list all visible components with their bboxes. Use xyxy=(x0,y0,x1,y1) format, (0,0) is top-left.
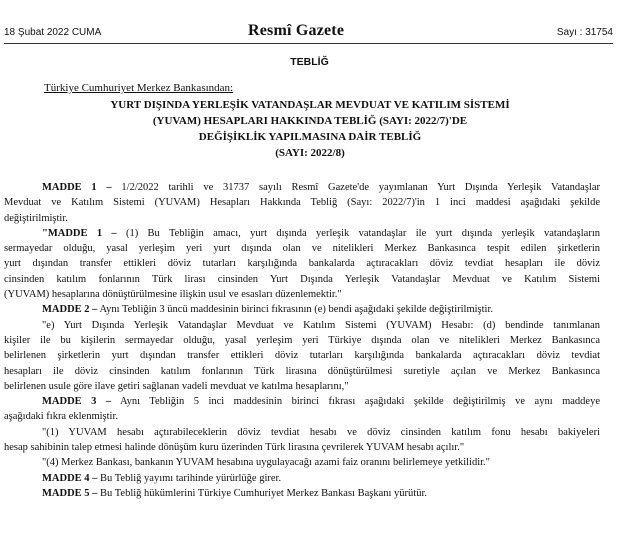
heading-line: (SAYI: 2022/8) xyxy=(275,147,345,159)
article-label: MADDE 5 – xyxy=(42,487,98,499)
document-heading xyxy=(60,97,560,161)
line-text: belirlenen şirketlerin yurt dışından transfer ettikleri döviz tutarları karşılığında bankalarda açtıracakları döviz tevdiat xyxy=(4,350,600,362)
line-text: Aynı Tebliğin 3 üncü maddesinin birinci fıkrasının (e) bendi aşağıdaki şekilde değiştirilmiştir. xyxy=(97,304,494,316)
line-text: (1) Bu Tebliğin amacı, yurt dışında yerleşik vatandaşlar ile yurt dışında yerleşik vatandaşların xyxy=(116,227,600,239)
line-text: "(1) YUVAM hesabı açtırabileceklerin döviz tevdiat hesabı ve döviz cinsinden katılım fonu hesabı bakiyeleri xyxy=(42,426,600,438)
body-line xyxy=(4,348,600,363)
heading-line: YURT DIŞINDA YERLEŞİK VATANDAŞLAR MEVDUAT VE KATILIM SİSTEMİ xyxy=(110,99,510,111)
issuer: Türkiye Cumhuriyet Merkez Bankasından: xyxy=(44,82,234,94)
article-label: MADDE 1 – xyxy=(42,182,112,193)
body-line xyxy=(4,256,600,271)
line-text: sermayedar olduğu, yasal yerleşim yeri yurt dışında olan ve nitelikleri Merkez Bankasınca tespit edilen şirketlerin xyxy=(4,243,600,255)
body-line xyxy=(4,425,600,440)
body-line xyxy=(4,302,600,317)
article-label: MADDE 4 – xyxy=(42,472,98,484)
gazette-header xyxy=(0,0,619,42)
body-line xyxy=(4,394,600,409)
body-line xyxy=(4,287,600,302)
line-text: cinsinden katılım fonlarının Türk lirası cinsinden Yurt Dışında Yerleşik Vatandaşlar Mevduat ve Katılım Sistemi xyxy=(4,273,600,285)
heading-line: (YUVAM) HESAPLARI HAKKINDA TEBLİĞ (SAYI: 2022/7)'DE xyxy=(152,115,468,127)
line-text: hesapları ile döviz cinsinden katılım fonlarının Türk lirasına dönüştürülmesi suretiyle açılan ve Merkez Bankasınca xyxy=(4,365,600,377)
body-line xyxy=(4,486,600,501)
body-line xyxy=(4,364,600,379)
line-text: hesap sahibinin talep etmesi halinde dönüşüm kuru üzerinden Türk lirasına çevrilerek YUVAM hesabı açılır." xyxy=(4,442,465,454)
body-line xyxy=(4,333,600,348)
line-text: Bu Tebliğ hükümlerini Türkiye Cumhuriyet Merkez Bankası Başkanı yürütür. xyxy=(97,487,427,499)
body-line xyxy=(4,379,600,394)
line-text: Aynı Tebliğin 5 inci maddesinin birinci fıkrası aşağıdaki şekilde değiştirilmiş ve aynı maddeye xyxy=(111,396,600,408)
body-line xyxy=(4,211,600,226)
body-line xyxy=(4,272,600,287)
issue-number: Sayı : 31754 xyxy=(556,27,613,38)
body-line xyxy=(4,241,600,256)
body-line xyxy=(4,471,600,486)
body-line xyxy=(4,455,600,470)
document-body xyxy=(4,180,600,501)
line-text: "(4) Merkez Bankası, bankanın YUVAM hesabına uygulayacağı azami faiz oranını belirlemeye yetkilidir." xyxy=(42,457,490,469)
line-text: aşağıdaki fıkra eklenmiştir. xyxy=(4,411,119,423)
article-label: "MADDE 1 – xyxy=(42,227,117,239)
line-text: Mevduat ve Katılım Sistemi (YUVAM) Hesapları Hakkında Tebliğ (Sayı: 2022/7)'in 1 inci maddesi aşağıdaki şekilde xyxy=(4,197,600,209)
heading-line: DEĞİŞİKLİK YAPILMASINA DAİR TEBLİĞ xyxy=(198,131,422,143)
line-text: yurt dışından transfer ettikleri döviz tutarları karşılığında bankalarda açtıracakları döviz tevdiat hesapları ile döviz xyxy=(4,258,600,270)
body-line xyxy=(4,318,600,333)
section-label: TEBLİĞ xyxy=(290,56,329,68)
line-text: "e) Yurt Dışında Yerleşik Vatandaşlar Mevduat ve Katılım Sistemi (YUVAM) Hesabı: (d) bendinde tanımlanan xyxy=(42,319,600,331)
line-text: belirlenen usule göre ilave getiri sağlanan vadeli mevduat ve katılma hesaplarını," xyxy=(4,380,349,392)
line-text: Bu Tebliğ yayımı tarihinde yürürlüğe girer. xyxy=(97,472,282,484)
line-text: kişiler ile bu kişilerin sermayedar olduğu, yasal yerleşim yeri Türkiye dışında olan ve nitelikleri Merkez Bankasınca xyxy=(4,334,600,346)
article-label: MADDE 2 – xyxy=(42,304,98,316)
publication-date: 18 Şubat 2022 CUMA xyxy=(4,27,102,38)
body-line xyxy=(4,180,600,195)
body-line xyxy=(4,195,600,210)
gazette-title: Resmî Gazete xyxy=(248,22,345,39)
line-text: değiştirilmiştir. xyxy=(4,212,68,224)
line-text: 1/2/2022 tarihli ve 31737 sayılı Resmî Gazete'de yayımlanan Yurt Dışında Yerleşik Vatandaşlar xyxy=(111,182,601,193)
article-label: MADDE 3 – xyxy=(42,396,112,408)
line-text: (YUVAM) hesaplarına dönüştürülmesine ilişkin usul ve esasları düzenlemektir." xyxy=(4,289,342,301)
body-line xyxy=(4,409,600,424)
header-rule xyxy=(4,43,613,44)
body-line xyxy=(4,226,600,241)
body-line xyxy=(4,440,600,455)
